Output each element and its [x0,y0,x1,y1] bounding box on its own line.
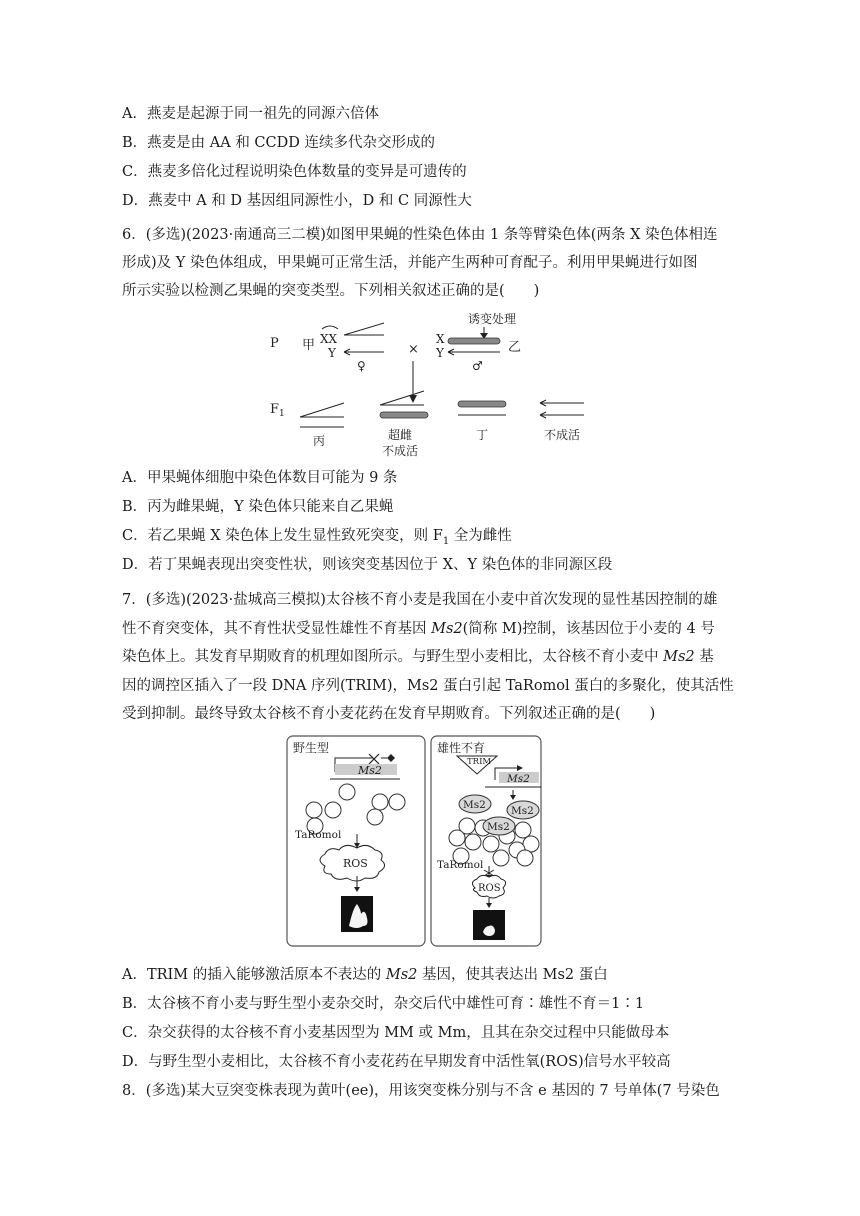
yi-label: 乙 [508,340,522,355]
wildtype-title: 野生型 [293,741,330,755]
q7-stem-line-3: 染色体上。其发育早期败育的机理如图所示。与野生型小麦相比，太谷核不育小麦中 Ms2 基 [122,649,714,665]
chaoci-xx-upper [380,391,424,405]
q7-option-d: D．与野生型小麦相比，太谷核不育小麦花药在早期发育中活性氧(ROS)信号水平较高 [122,1054,671,1070]
f1-label: $F_1$ [270,402,285,419]
ros-left: ROS [343,857,368,870]
taromol-right: TaRomol [437,859,484,871]
sterile-title: 雄性不育 [437,741,486,755]
ms2-gene-left: Ms2 [358,764,382,777]
q6-stem-line-3: 所示实验以检测乙果蝇的突变类型。下列相关叙述正确的是( ) [122,283,540,299]
q7-option-a: A．TRIM 的插入能够激活原本不表达的 Ms2 基因，使其表达出 Ms2 蛋白 [122,967,608,983]
xx-link-arc [322,326,338,329]
cross-symbol: × [408,342,419,357]
x-right-label: X [436,332,445,346]
chaoci-x-mutant [380,412,428,418]
chaoci-label-1: 超雌 [388,428,413,442]
male-symbol: ♂ [472,359,483,373]
trim-label: TRIM [467,757,492,767]
chaoci-label-2: 不成活 [382,444,419,458]
ros-right: ROS [478,883,501,894]
q7-stem-line-2: 性不育突变体，其不育性状受显性雄性不育基因 Ms2(简称 M)控制，该基因位于小麦的 4 号 [122,621,715,637]
q5-option-a: A．燕麦是起源于同一祖先的同源六倍体 [122,106,379,122]
taromol-left: TaRomol [295,829,342,841]
q8-stem-line-1: 8．(多选)某大豆突变株表现为黄叶(ee)，用该突变株分别与不含 e 基因的 7 号单体(7 号染色 [122,1083,720,1099]
q7-option-b: B．太谷核不育小麦与野生型小麦杂交时，杂交后代中雄性可育∶雄性不育＝1∶1 [122,996,645,1012]
ms2-gene-right: Ms2 [507,773,530,785]
jia-label: 甲 [302,338,316,353]
q5-option-b: B．燕麦是由 AA 和 CCDD 连续多代杂交形成的 [122,135,435,151]
q7-option-c: C．杂交获得的太谷核不育小麦基因型为 MM 或 Mm，且其在杂交过程中只能做母本 [122,1025,670,1041]
q6-option-a: A．甲果蝇体细胞中染色体数目可能为 9 条 [122,470,398,486]
q6-option-d: D．若丁果蝇表现出突变性状，则该突变基因位于 X、Y 染色体的非同源区段 [122,557,613,573]
q6-option-c: C．若乙果蝇 X 染色体上发生显性致死突变，则 $F_1$ 全为雌性 [122,528,512,547]
y-left-label: Y [328,346,336,360]
q7-stem-line-5: 受到抑制。最终导致太谷核不育小麦花药在发育早期败育。下列叙述正确的是( ) [122,706,656,722]
p-label: P [270,336,279,351]
q5-option-d: D．燕麦中 A 和 D 基因组同源性小，D 和 C 同源性大 [122,193,472,209]
bing-xx-upper [300,403,344,417]
bing-label: 丙 [313,434,326,448]
q6-option-b: B．丙为雌果蝇，Y 染色体只能来自乙果蝇 [122,499,394,515]
treatment-label: 诱变处理 [468,312,517,326]
bucheng-label: 不成活 [544,428,581,442]
y-right-label: Y [436,346,444,360]
svg-text:Ms2: Ms2 [463,799,486,811]
ding-label: 丁 [476,428,489,442]
xx-label: XX [320,332,338,346]
xx-chromosome-upper [344,323,384,335]
q6-stem-line-1: 6．(多选)(2023·南通高三二模)如图甲果蝇的性染色体由 1 条等臂染色体(两条 X 染色体相连 [122,227,718,243]
q6-stem-line-2: 形成)及 Y 染色体组成，甲果蝇可正常生活，并能产生两种可育配子。利用甲果蝇进行如图 [122,255,698,271]
q7-mechanism-diagram [285,734,545,950]
q6-cross-diagram [262,305,602,460]
q5-option-c: C．燕麦多倍化过程说明染色体数量的变异是可遗传的 [122,164,467,180]
q7-stem-line-4: 因的调控区插入了一段 DNA 序列(TRIM)，Ms2 蛋白引起 TaRomol 蛋白的多聚化，使其活性 [122,678,734,694]
x-chromosome-right [448,338,500,344]
female-symbol: ♀ [357,359,366,373]
q7-stem-line-1: 7．(多选)(2023·盐城高三模拟)太谷核不育小麦是我国在小麦中首次发现的显性基因控制的雄 [122,592,718,608]
ding-x-mutant [458,401,506,407]
svg-text:Ms2: Ms2 [487,821,510,833]
svg-text:Ms2: Ms2 [511,805,534,817]
